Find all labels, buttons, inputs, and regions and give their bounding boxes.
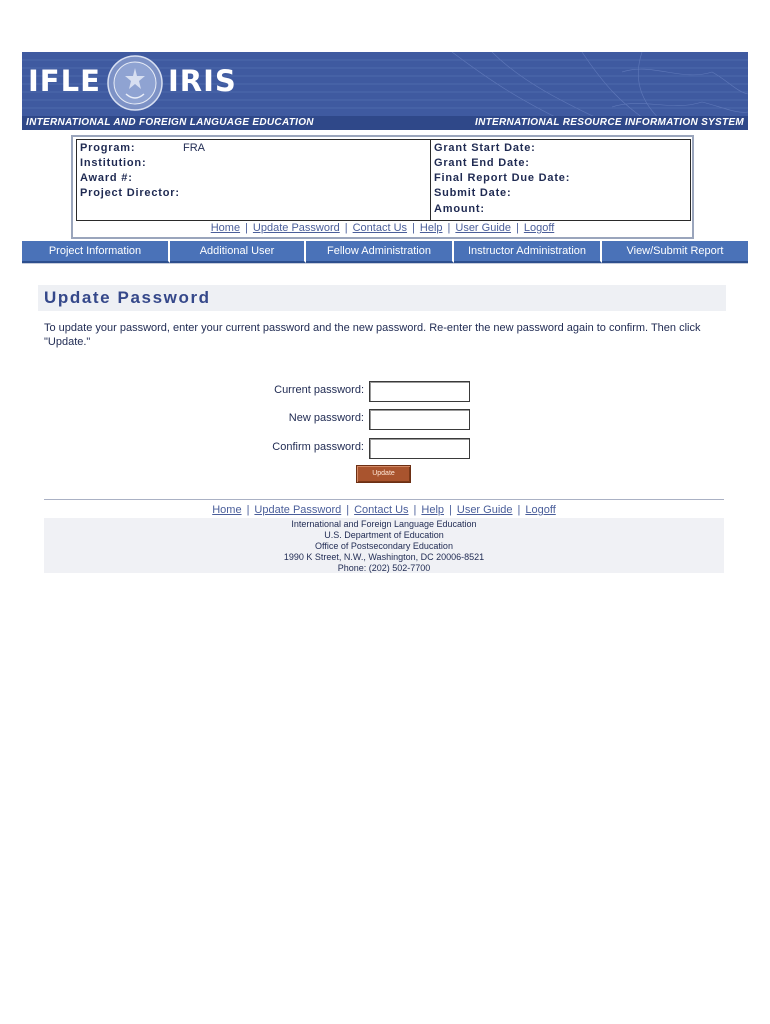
- separator: |: [413, 504, 417, 516]
- separator: |: [447, 222, 451, 234]
- tab-fellow-administration[interactable]: Fellow Administration: [306, 241, 454, 263]
- ifle-logo: IFLE: [28, 64, 101, 98]
- final-report-due-label: Final Report Due Date:: [434, 172, 571, 184]
- separator: |: [346, 504, 350, 516]
- separator: |: [246, 504, 250, 516]
- footer-link-help[interactable]: Help: [421, 504, 445, 516]
- footer-office: Office of Postsecondary Education: [315, 541, 453, 551]
- current-password-row: [0, 381, 770, 403]
- link-home[interactable]: Home: [210, 222, 241, 234]
- footer-link-logoff[interactable]: Logoff: [525, 504, 556, 516]
- link-help[interactable]: Help: [419, 222, 443, 234]
- department-seal-icon: [106, 54, 164, 112]
- footer-link-user-guide[interactable]: User Guide: [456, 504, 513, 516]
- grant-start-label: Grant Start Date:: [434, 142, 536, 154]
- separator: |: [517, 504, 521, 516]
- separator: |: [344, 222, 348, 234]
- award-label: Award #:: [80, 172, 133, 184]
- footer-department: U.S. Department of Education: [324, 530, 444, 540]
- page-title-bar: [38, 285, 726, 311]
- page-title: Update Password: [44, 288, 211, 307]
- amount-label: Amount:: [434, 203, 485, 215]
- footer-street: 1990 K Street, N.W., Washington, DC 20006-8521: [283, 552, 485, 562]
- institution-label: Institution:: [80, 157, 147, 169]
- iris-logo: IRIS: [168, 64, 237, 98]
- project-director-label: Project Director:: [80, 187, 180, 199]
- main-nav: [22, 241, 748, 263]
- confirm-password-label: Confirm password:: [272, 441, 364, 453]
- footer-phone: Phone: (202) 502-7700: [337, 563, 431, 573]
- link-logoff[interactable]: Logoff: [523, 222, 555, 234]
- separator: |: [449, 504, 452, 516]
- footer-link-contact-us[interactable]: Contact Us: [354, 504, 409, 516]
- grant-end-label: Grant End Date:: [434, 157, 530, 169]
- top-link-bar: [76, 221, 689, 235]
- tab-view-submit-report[interactable]: View/Submit Report: [602, 241, 748, 263]
- program-value: FRA: [183, 142, 205, 154]
- separator: |: [516, 222, 519, 234]
- link-user-guide[interactable]: User Guide: [455, 222, 512, 234]
- separator: |: [245, 222, 248, 234]
- program-label: Program:: [80, 142, 136, 154]
- banner-left-tagline: INTERNATIONAL AND FOREIGN LANGUAGE EDUCATION: [26, 117, 314, 128]
- submit-date-label: Submit Date:: [434, 187, 512, 199]
- column-divider: [430, 140, 431, 220]
- new-password-label: New password:: [288, 412, 364, 424]
- link-contact-us[interactable]: Contact Us: [352, 222, 408, 234]
- footer-link-bar: [44, 503, 724, 517]
- footer-divider: [44, 499, 724, 500]
- instructions-text: To update your password, enter your current password and the new password. Re-enter the new password again to confirm. Then click "Update.": [44, 322, 701, 348]
- banner-right-tagline: INTERNATIONAL RESOURCE INFORMATION SYSTEM: [475, 117, 744, 128]
- current-password-input[interactable]: [369, 381, 470, 402]
- new-password-row: [0, 409, 770, 431]
- tab-additional-user[interactable]: Additional User: [170, 241, 306, 263]
- confirm-password-row: [0, 438, 770, 460]
- nav-divider: [22, 263, 748, 264]
- new-password-input[interactable]: [369, 409, 470, 430]
- separator: |: [412, 222, 415, 234]
- footer-link-home[interactable]: Home: [212, 504, 242, 516]
- footer-link-update-password[interactable]: Update Password: [254, 504, 342, 516]
- footer-org: International and Foreign Language Education: [291, 519, 477, 529]
- grant-info-panel: [71, 135, 694, 239]
- site-banner: [22, 52, 748, 130]
- update-button[interactable]: Update: [356, 465, 411, 483]
- tab-instructor-administration[interactable]: Instructor Administration: [454, 241, 602, 263]
- tab-project-information[interactable]: Project Information: [22, 241, 170, 263]
- footer-address: [44, 518, 724, 573]
- confirm-password-input[interactable]: [369, 438, 470, 459]
- link-update-password[interactable]: Update Password: [252, 222, 340, 234]
- current-password-label: Current password:: [274, 384, 364, 396]
- grant-info-table: [76, 139, 691, 221]
